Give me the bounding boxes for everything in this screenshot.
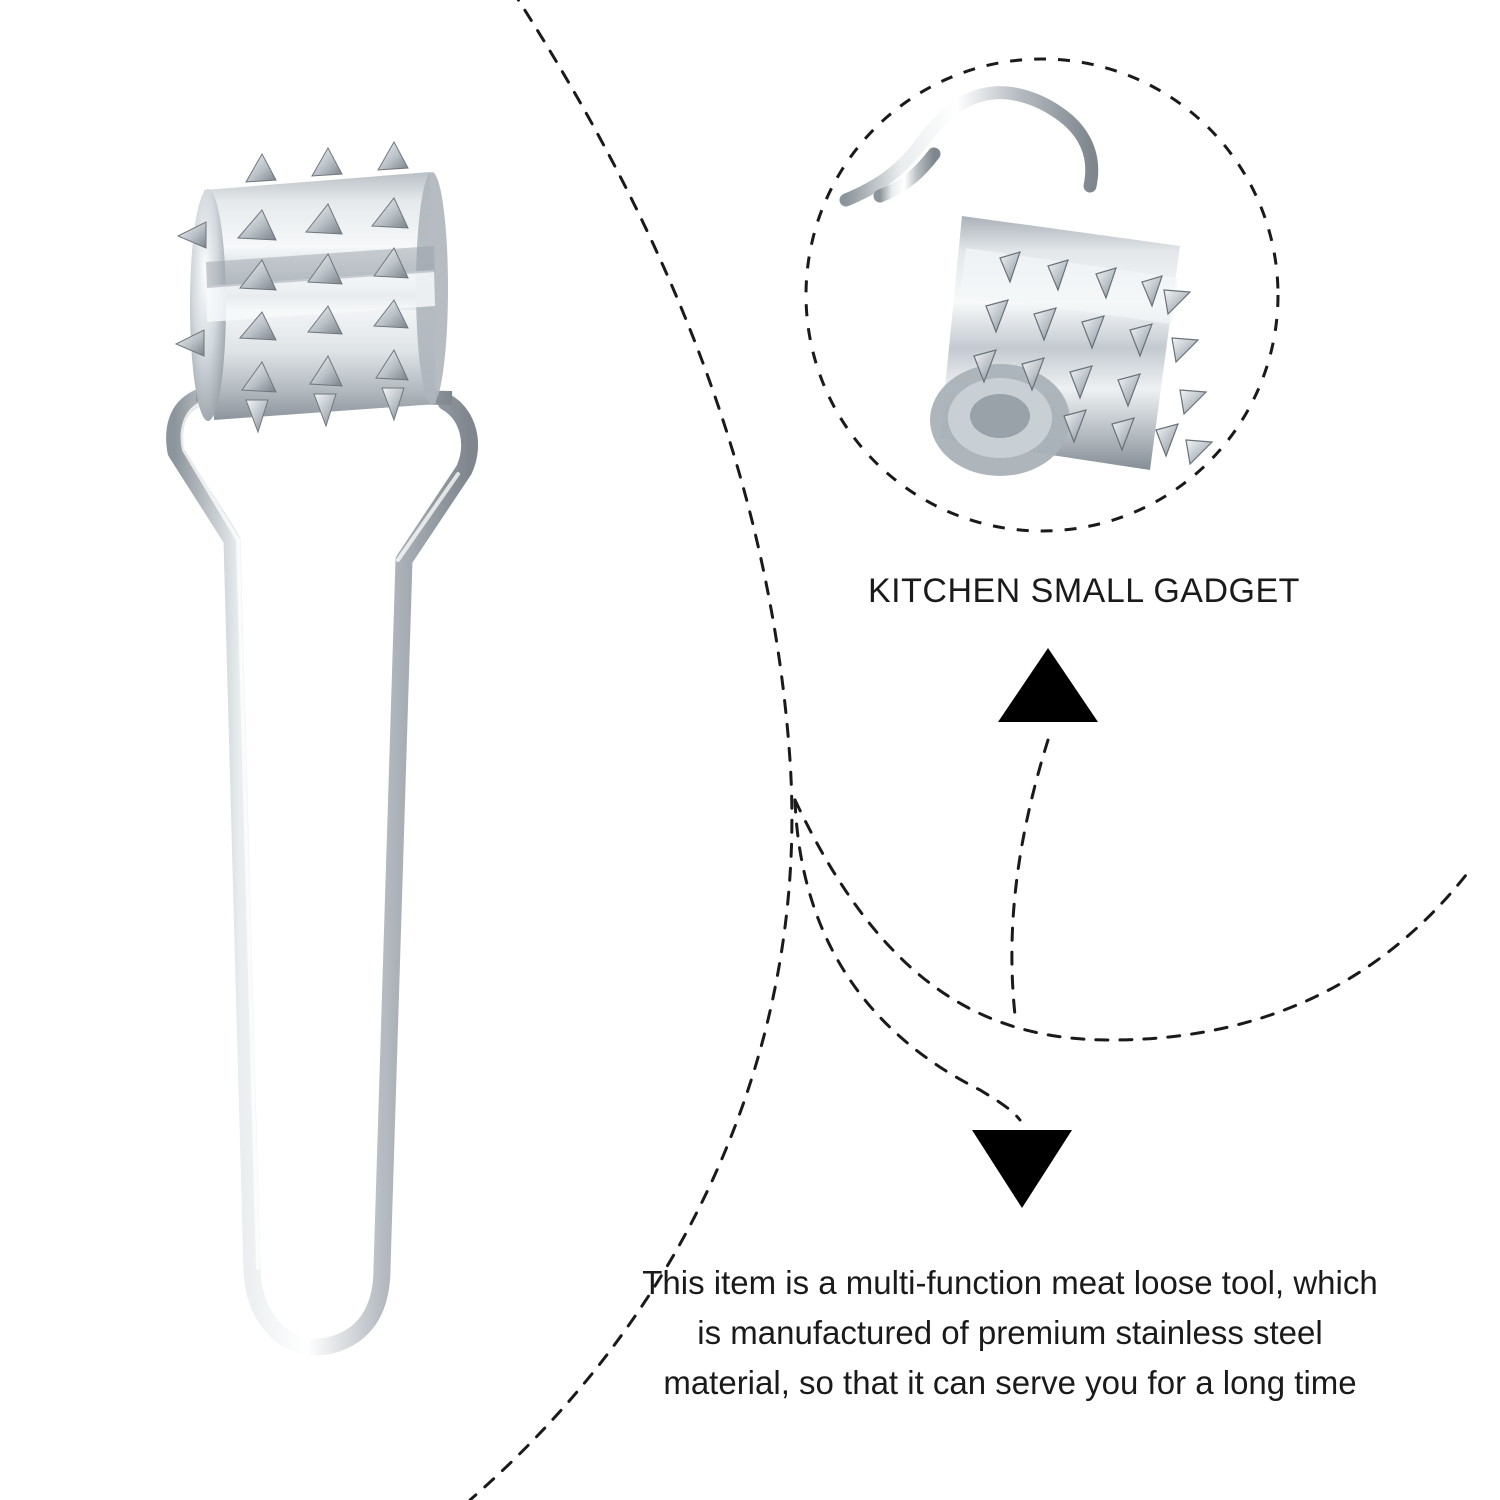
gadget-caption: KITCHEN SMALL GADGET xyxy=(868,572,1300,610)
detail-zoom-circle xyxy=(800,50,1290,540)
dashed-curve-to-caption xyxy=(1012,740,1048,1015)
dashed-curve-branch-b xyxy=(795,800,1020,1120)
arrow-up-icon xyxy=(998,648,1098,722)
arrow-down-icon xyxy=(972,1130,1072,1208)
product-handle-wire xyxy=(175,398,470,1347)
product-description: This item is a multi-function meat loose tool, which is manufactured of premium stainless steel material, so that it can serve you for a long time xyxy=(642,1264,1378,1402)
product-roller-drum xyxy=(176,142,452,432)
product-main-photo xyxy=(175,142,470,1347)
dashed-curve-branch-a xyxy=(795,800,1470,1040)
